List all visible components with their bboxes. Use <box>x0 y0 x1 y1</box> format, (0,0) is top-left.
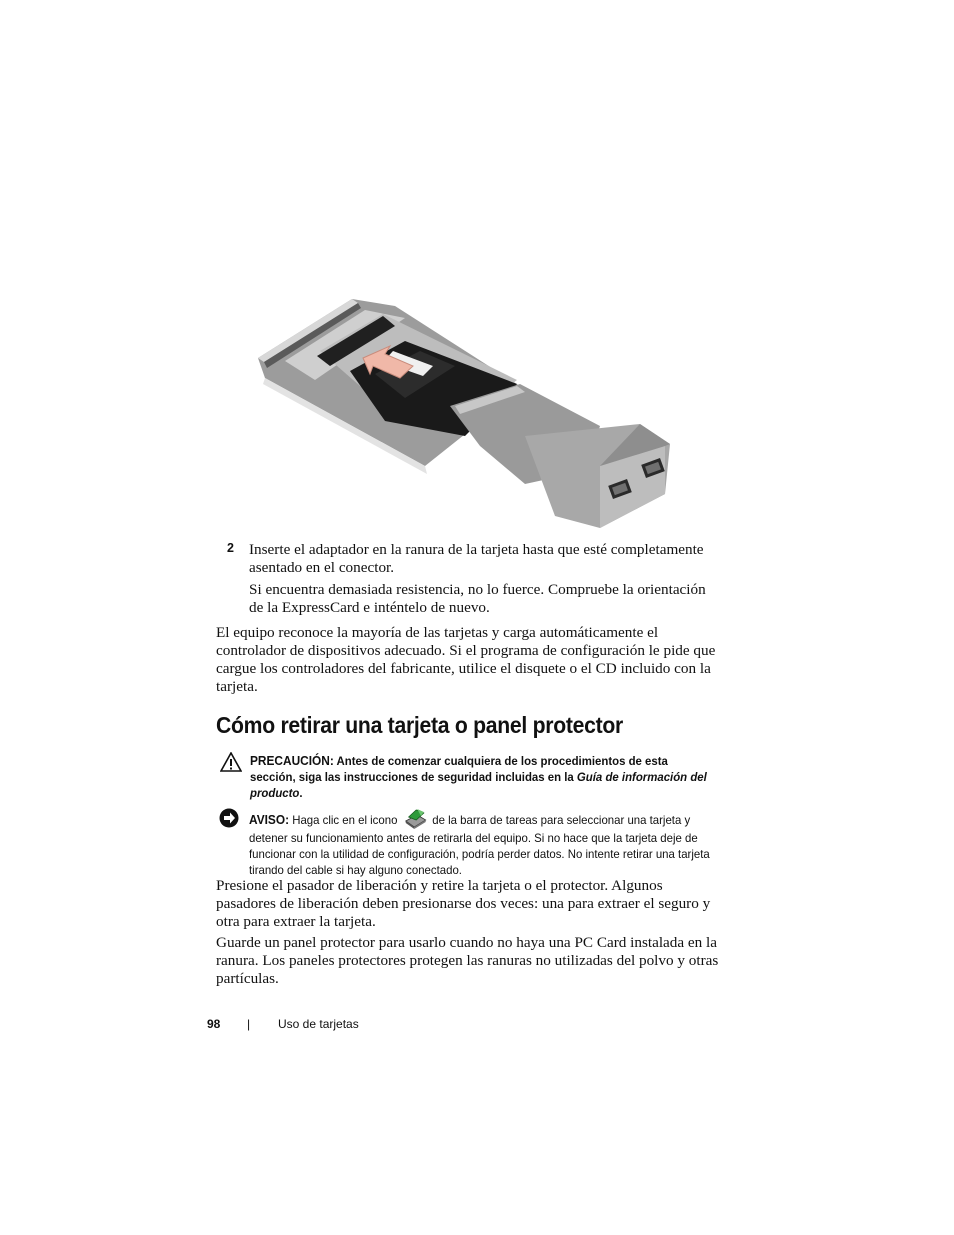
section-title: Cómo retirar una tarjeta o panel protector <box>216 712 623 738</box>
step-text: Inserte el adaptador en la ranura de la tarjeta hasta que esté completamente asentado en el conector. <box>249 541 704 576</box>
aviso-notice <box>249 808 715 878</box>
body-paragraph-3: Guarde un panel protector para usarlo cuando no haya una PC Card instalada en la ranura. Los paneles protectores protegen las ranuras no utilizadas del polvo y otras partículas. <box>216 934 719 987</box>
caution-end: . <box>299 786 303 800</box>
footer-separator: | <box>247 1017 251 1031</box>
notice-text-before: Haga clic en el icono <box>292 813 398 827</box>
notice-arrow-icon <box>219 808 239 828</box>
safely-remove-hardware-icon <box>402 808 427 830</box>
caution-notice <box>250 753 711 801</box>
expresscard-illustration <box>255 296 675 534</box>
caution-guide-title: Guía de información del producto <box>250 770 707 800</box>
caution-label: PRECAUCIÓN: <box>250 754 334 768</box>
notice-text-after: de la barra de tareas para seleccionar una tarjeta y detener su funcionamiento antes de retirarla del equipo. Si no hace que la tarjeta deje de funcionar con la utilidad de configuración, podría perder datos. No intente retirar una tarjeta tirando del cable si hay alguno conectado. <box>249 813 710 877</box>
caution-body: Antes de comenzar cualquiera de los procedimientos de esta sección, siga las instrucciones de seguridad incluidas en la <box>250 754 668 784</box>
step-number: 2 <box>227 541 234 555</box>
body-paragraph-1: El equipo reconoce la mayoría de las tarjetas y carga automáticamente el controlador de dispositivos adecuado. Si el programa de configuración le pide que cargue los controladores del fabricante, utilice el disquete o el CD incluido con la tarjeta. <box>216 624 716 695</box>
page-number: 98 <box>207 1017 221 1031</box>
body-paragraph-2: Presione el pasador de liberación y retire la tarjeta o el protector. Algunos pasadores de liberación deben presionarse dos veces: una para extraer el seguro y otra para extraer la tarjeta. <box>216 877 711 930</box>
notice-label: AVISO: <box>249 813 290 827</box>
footer-section-name: Uso de tarjetas <box>278 1017 359 1031</box>
step-note: Si encuentra demasiada resistencia, no lo fuerce. Compruebe la orientación de la ExpressCard e inténtelo de nuevo. <box>249 581 706 616</box>
warning-triangle-icon <box>220 752 242 772</box>
